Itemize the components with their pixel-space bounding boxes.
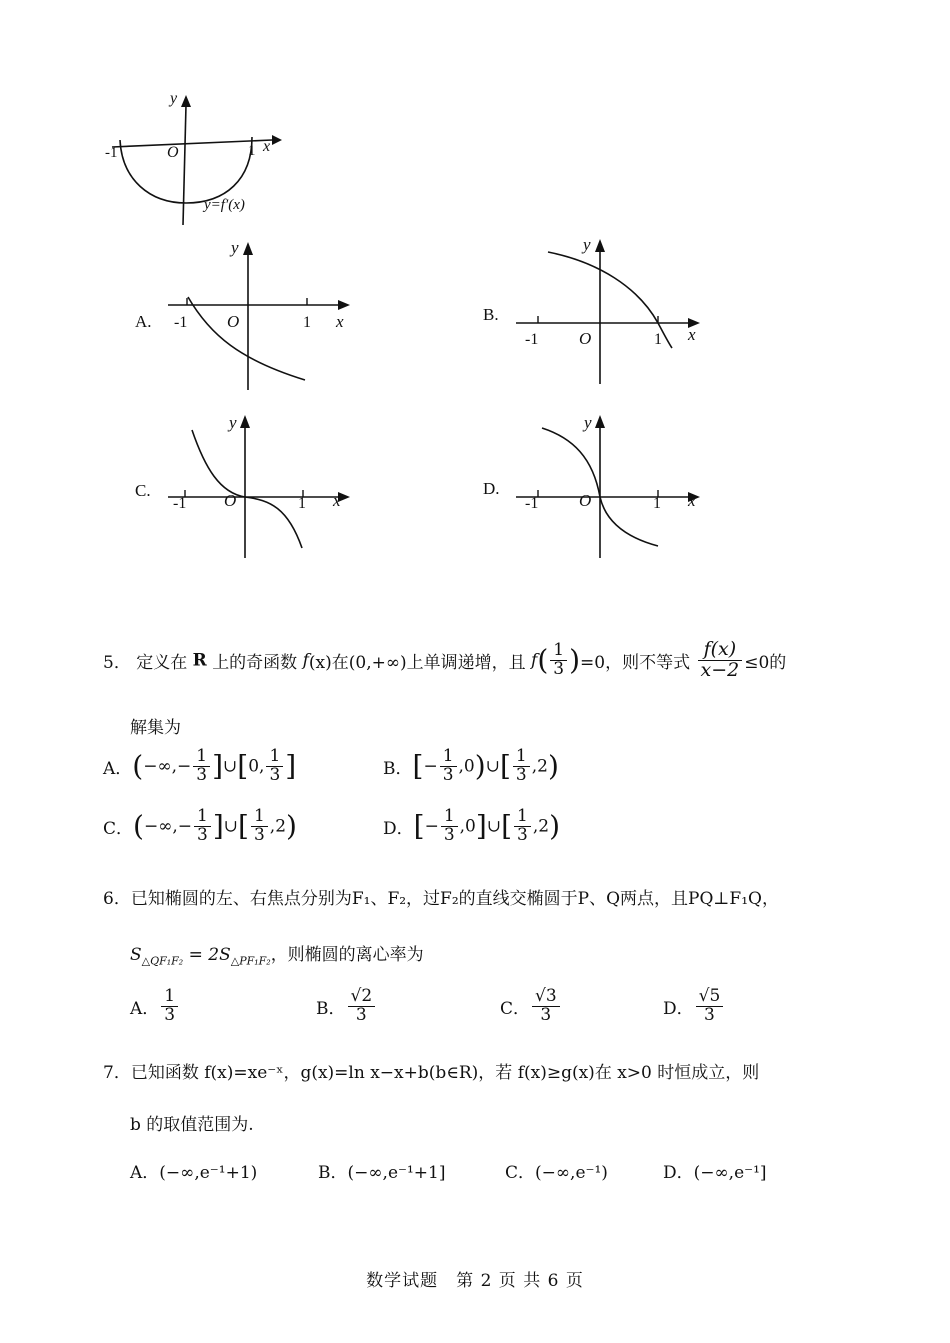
q6-line2: $S_{\triangle QF_1F_2} = 2S_{\triangle PF_1F_2}$，则椭圆的离心率为 — [130, 945, 424, 968]
y-label: y — [584, 413, 592, 432]
q5-text-4: =0，则不等式 — [580, 652, 691, 673]
neg1-label: -1 — [174, 314, 188, 331]
q5-reals: R — [192, 650, 207, 671]
q5-f2: f — [531, 650, 538, 671]
y-axis-arrow — [181, 95, 191, 107]
function-label: y=f′(x) — [204, 197, 245, 213]
option-d-graph — [478, 408, 718, 568]
q5-text-1: 定义在 — [136, 652, 188, 673]
option-b-graph — [478, 232, 718, 392]
origin-label: O — [579, 329, 592, 348]
q6-line1: 已知椭圆的左、右焦点分别为F₁、F₂，过F₂的直线交椭圆于P、Q两点，且PQ⊥F₁Q， — [130, 889, 779, 909]
curve-c — [192, 430, 302, 548]
option-b-label: B. — [483, 305, 499, 324]
page-footer: 数学试题 第 2 页 共 6 页 — [366, 1271, 584, 1291]
q5-options-row-2 — [0, 808, 950, 868]
origin-label: O — [167, 144, 179, 161]
one-label: 1 — [303, 314, 311, 331]
q6-option-b[interactable]: B． $\frac{√2}{3}$ — [316, 988, 377, 1025]
y-label: y — [231, 238, 239, 257]
q5-option-c[interactable]: C．(−∞,− $\frac{1}{3}$ ]∪[ $\frac{1}{3}$ ,2) — [103, 806, 297, 845]
paren: ( — [537, 643, 549, 677]
origin-label: O — [227, 312, 240, 331]
x-label: x — [688, 325, 696, 344]
origin-label: O — [579, 491, 592, 510]
question-number: 7． — [103, 1063, 131, 1083]
q5-inequality-fraction: $\frac{f(x)}{x-2}$ — [698, 640, 743, 681]
q5-f: f — [302, 650, 309, 671]
x-label: x — [333, 491, 341, 510]
option-c-label: C. — [135, 481, 151, 500]
y-axis-arrow — [595, 239, 605, 252]
q5-option-b[interactable]: B．[− $\frac{1}{3}$ ,0)∪[ $\frac{1}{3}$ ,2) — [383, 746, 559, 785]
q7-option-a[interactable]: A．(−∞,e⁻¹+1) — [130, 1163, 258, 1183]
x-axis-arrow — [272, 135, 282, 145]
option-a-label: A. — [135, 312, 152, 331]
q6-option-a[interactable]: A． $\frac{1}{3}$ — [130, 988, 180, 1025]
one-label: 1 — [654, 331, 662, 348]
neg1-label: -1 — [173, 495, 187, 512]
one-label: 1 — [248, 143, 256, 159]
question-6-stem — [103, 884, 779, 909]
one-label: 1 — [298, 495, 306, 512]
question-number: 6． — [103, 889, 131, 909]
x-label: x — [688, 491, 696, 510]
q7-line2: b 的取值范围为. — [130, 1115, 254, 1135]
option-a-graph — [130, 235, 370, 395]
q5-text-5: ≤0的 — [744, 652, 787, 673]
y-axis-arrow — [240, 415, 250, 428]
one-label: 1 — [653, 495, 661, 512]
q5-text-3: (x)在(0,+∞)上单调递增，且 — [308, 652, 526, 673]
x-label: x — [336, 312, 344, 331]
x-label: x — [263, 138, 271, 155]
origin-label: O — [224, 491, 237, 510]
q5-options-row-1 — [0, 748, 950, 808]
y-label: y — [583, 235, 591, 254]
option-d-label: D. — [483, 479, 500, 498]
neg1-label: -1 — [525, 495, 539, 512]
q5-line2: 解集为 — [130, 718, 181, 738]
x-axis-arrow — [338, 300, 350, 310]
y-axis-arrow — [243, 242, 253, 255]
question-7-stem — [103, 1058, 759, 1083]
option-c-graph — [130, 408, 370, 568]
given-derivative-graph — [100, 85, 290, 235]
q7-line1: 已知函数 f(x)=xe⁻ˣ，g(x)=ln x−x+b(b∈R)，若 f(x)≥g(x)在 x>0 时恒成立，则 — [130, 1063, 760, 1083]
neg1-label: -1 — [105, 145, 118, 161]
q7-option-d[interactable]: D．(−∞,e⁻¹] — [663, 1163, 767, 1183]
derivative-curve — [120, 137, 252, 203]
q5-option-d[interactable]: D．[− $\frac{1}{3}$ ,0]∪[ $\frac{1}{3}$ ,2) — [383, 806, 561, 845]
y-label: y — [170, 90, 178, 107]
q7-option-c[interactable]: C．(−∞,e⁻¹) — [505, 1163, 608, 1183]
q5-fraction-third: $\frac{1}{3}$ — [550, 642, 567, 679]
question-5-stem — [103, 640, 786, 690]
q6-option-d[interactable]: D． $\frac{√5}{3}$ — [663, 988, 725, 1025]
q6-option-c[interactable]: C． $\frac{√3}{3}$ — [500, 988, 562, 1025]
q5-text-2: 上的奇函数 — [212, 652, 298, 673]
q5-option-a[interactable]: A．(−∞,− $\frac{1}{3}$ ]∪[0, $\frac{1}{3}$ ] — [103, 746, 297, 785]
y-label: y — [229, 413, 237, 432]
paren: ) — [569, 643, 581, 677]
q7-options-row — [0, 1152, 950, 1212]
y-axis-arrow — [595, 415, 605, 428]
neg1-label: -1 — [525, 331, 539, 348]
q7-option-b[interactable]: B．(−∞,e⁻¹+1] — [318, 1163, 446, 1183]
y-axis — [183, 105, 186, 225]
curve-a — [188, 297, 305, 380]
q6-options-row — [0, 988, 950, 1048]
question-number: 5． — [103, 652, 131, 673]
